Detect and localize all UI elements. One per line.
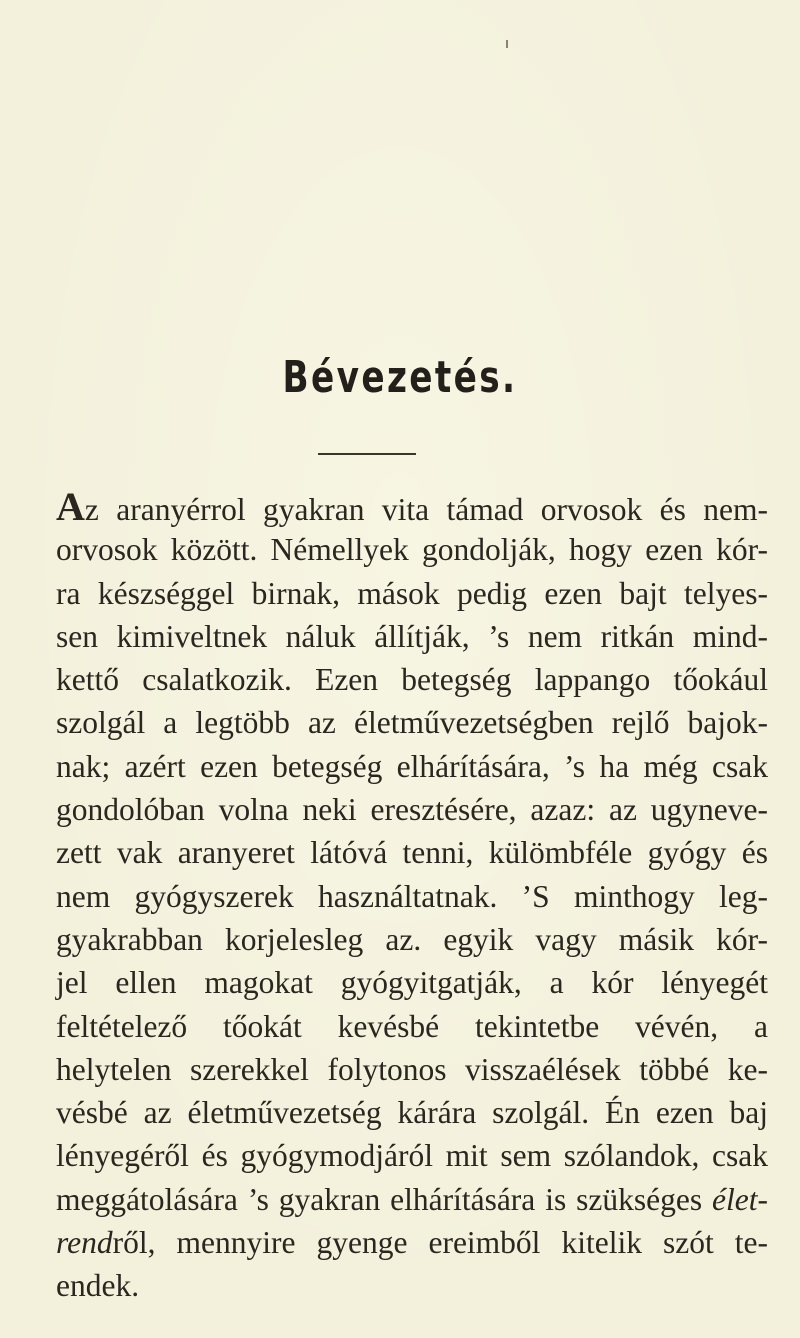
- text-line: sen kimiveltnek náluk állítják, ’s nem ritkán mind-: [56, 618, 768, 654]
- text-line: lényegéről és gyógymodjáról mit sem szólandok, csak: [56, 1138, 768, 1174]
- text-line: helytelen szerekkel folytonos visszaélések többé ke-: [56, 1051, 768, 1087]
- line-text: z aranyérrol gyakran vita támad orvosok és nem-: [84, 492, 768, 527]
- italic-fragment: élet-: [712, 1181, 768, 1217]
- text-line: [56, 485, 768, 528]
- text-line: [56, 1178, 768, 1221]
- text-line: [56, 1221, 768, 1264]
- text-line: kettő csalatkozik. Ezen betegség lappango tőokául: [56, 662, 768, 698]
- italic-fragment: rend: [56, 1225, 113, 1261]
- text-line: nem gyógyszerek használtatnak. ’S minthogy leg-: [56, 878, 768, 914]
- text-line: gyakrabban korjelesleg az. egyik vagy másik kór-: [56, 921, 768, 957]
- title-divider: [318, 453, 416, 455]
- drop-initial: A: [56, 484, 85, 529]
- line-text: ről, mennyire gyenge ereimből kitelik szót te-: [112, 1225, 768, 1261]
- text-line: vésbé az életművezetség kárára szolgál. Én ezen baj: [56, 1095, 768, 1131]
- text-line: feltételező tőokát kevésbé tekintetbe vévén, a: [56, 1008, 768, 1044]
- text-line: orvosok között. Némellyek gondolják, hogy ezen kór-: [56, 532, 768, 568]
- scan-mark: [506, 40, 508, 48]
- body-paragraph: [56, 485, 768, 1308]
- page-title: Bévezetés.: [282, 352, 518, 403]
- text-line: endek.: [56, 1268, 140, 1304]
- text-line: szolgál a legtöbb az életművezetségben rejlő bajok-: [56, 705, 768, 741]
- line-text: meggátolására ’s gyakran elhárítására is szükséges: [56, 1181, 703, 1217]
- text-line: ra készséggel birnak, mások pedig ezen bajt telyes-: [56, 575, 768, 611]
- text-line: jel ellen magokat gyógyitgatják, a kór lényegét: [56, 965, 768, 1001]
- text-line: nak; azért ezen betegség elhárítására, ’s ha még csak: [56, 748, 768, 784]
- text-line: zett vak aranyeret látóvá tenni, külömbféle gyógy és: [56, 835, 768, 871]
- text-line: gondolóban volna neki eresztésére, azaz: az ugyneve-: [56, 792, 768, 828]
